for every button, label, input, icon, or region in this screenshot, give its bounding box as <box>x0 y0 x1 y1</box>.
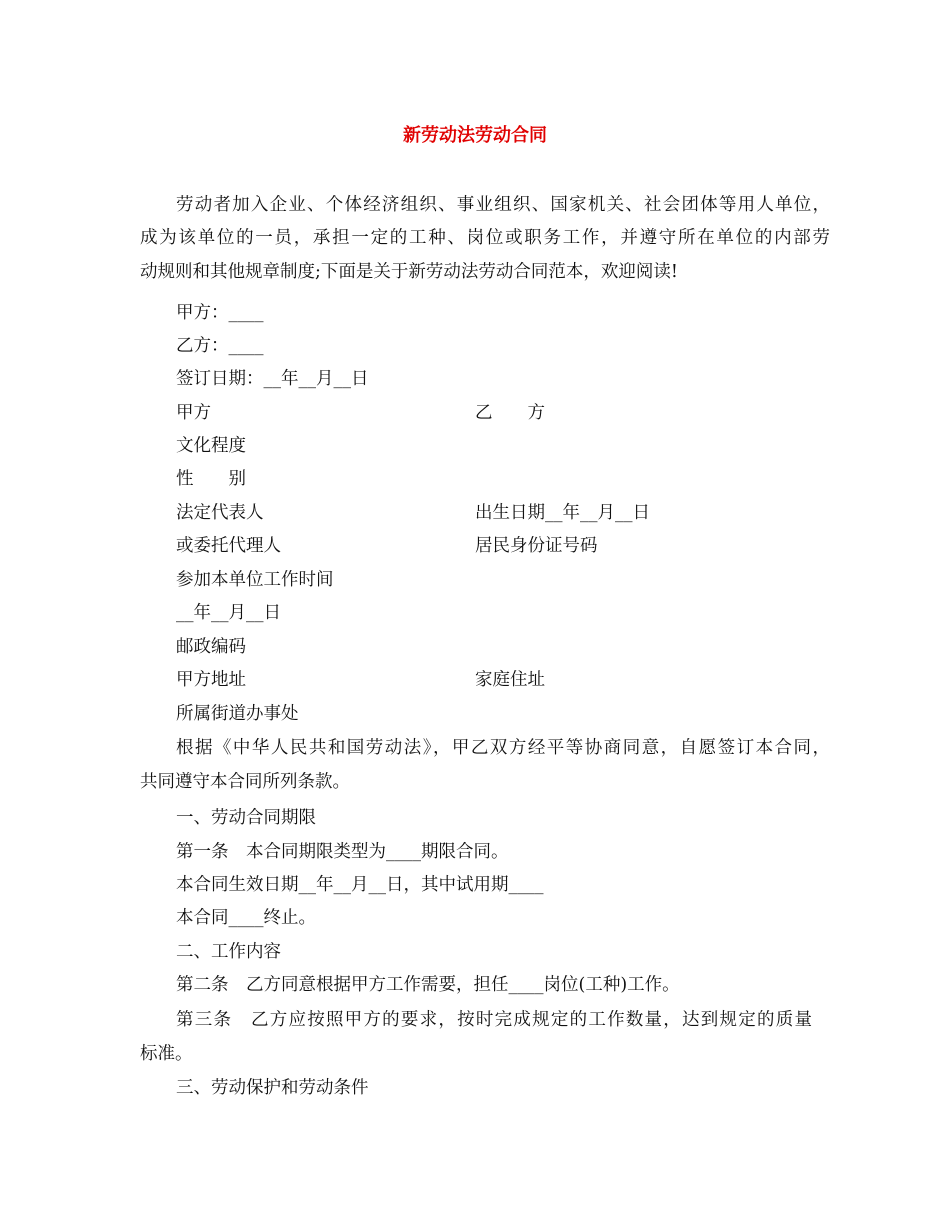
form-party-b-label: 乙 方 <box>475 403 545 423</box>
form-id-number-label: 居民身份证号码 <box>475 536 598 556</box>
form-join-date-field: __年__月__日 <box>176 603 281 623</box>
section-3-heading: 三、劳动保护和劳动条件 <box>176 1078 369 1098</box>
intro-line-2: 成为该单位的一员，承担一定的工种、岗位或职务工作，并遵守所在单位的内部劳 <box>140 228 830 248</box>
form-birth-date-label: 出生日期__年__月__日 <box>475 503 650 523</box>
section-2-heading: 二、工作内容 <box>176 942 281 962</box>
form-postcode-label: 邮政编码 <box>176 637 246 657</box>
article-3-line-1: 第三条 乙方应按照甲方的要求，按时完成规定的工作数量，达到规定的质量 <box>176 1010 812 1030</box>
form-party-a-label: 甲方 <box>176 403 211 423</box>
article-2: 第二条 乙方同意根据甲方工作需要，担任____岗位(工种)工作。 <box>176 975 680 995</box>
section-1-heading: 一、劳动合同期限 <box>176 808 316 828</box>
article-3-line-2: 标准。 <box>140 1044 193 1064</box>
form-education-label: 文化程度 <box>176 436 246 456</box>
party-b-field: 乙方：____ <box>176 336 264 356</box>
intro-line-1: 劳动者加入企业、个体经济组织、事业组织、国家机关、社会团体等用人单位， <box>176 195 830 215</box>
form-legal-rep-label: 法定代表人 <box>176 503 264 523</box>
basis-line-2: 共同遵守本合同所列条款。 <box>140 772 350 792</box>
document-title: 新劳动法劳动合同 <box>403 125 547 146</box>
party-a-field: 甲方：____ <box>176 303 264 323</box>
form-address-a-label: 甲方地址 <box>176 670 246 690</box>
sign-date-field: 签订日期：__年__月__日 <box>176 369 369 389</box>
intro-line-3: 动规则和其他规章制度;下面是关于新劳动法劳动合同范本，欢迎阅读! <box>140 262 678 282</box>
termination-line: 本合同____终止。 <box>176 908 316 928</box>
form-home-address-label: 家庭住址 <box>475 670 545 690</box>
form-agent-label: 或委托代理人 <box>176 536 281 556</box>
form-gender-label: 性 别 <box>176 469 246 489</box>
effective-date-line: 本合同生效日期__年__月__日，其中试用期____ <box>176 875 544 895</box>
form-join-time-label: 参加本单位工作时间 <box>176 570 334 590</box>
article-1: 第一条 本合同期限类型为____期限合同。 <box>176 842 509 862</box>
form-street-office-label: 所属街道办事处 <box>176 704 299 724</box>
basis-line-1: 根据《中华人民共和国劳动法》，甲乙双方经平等协商同意，自愿签订本合同， <box>176 738 830 758</box>
